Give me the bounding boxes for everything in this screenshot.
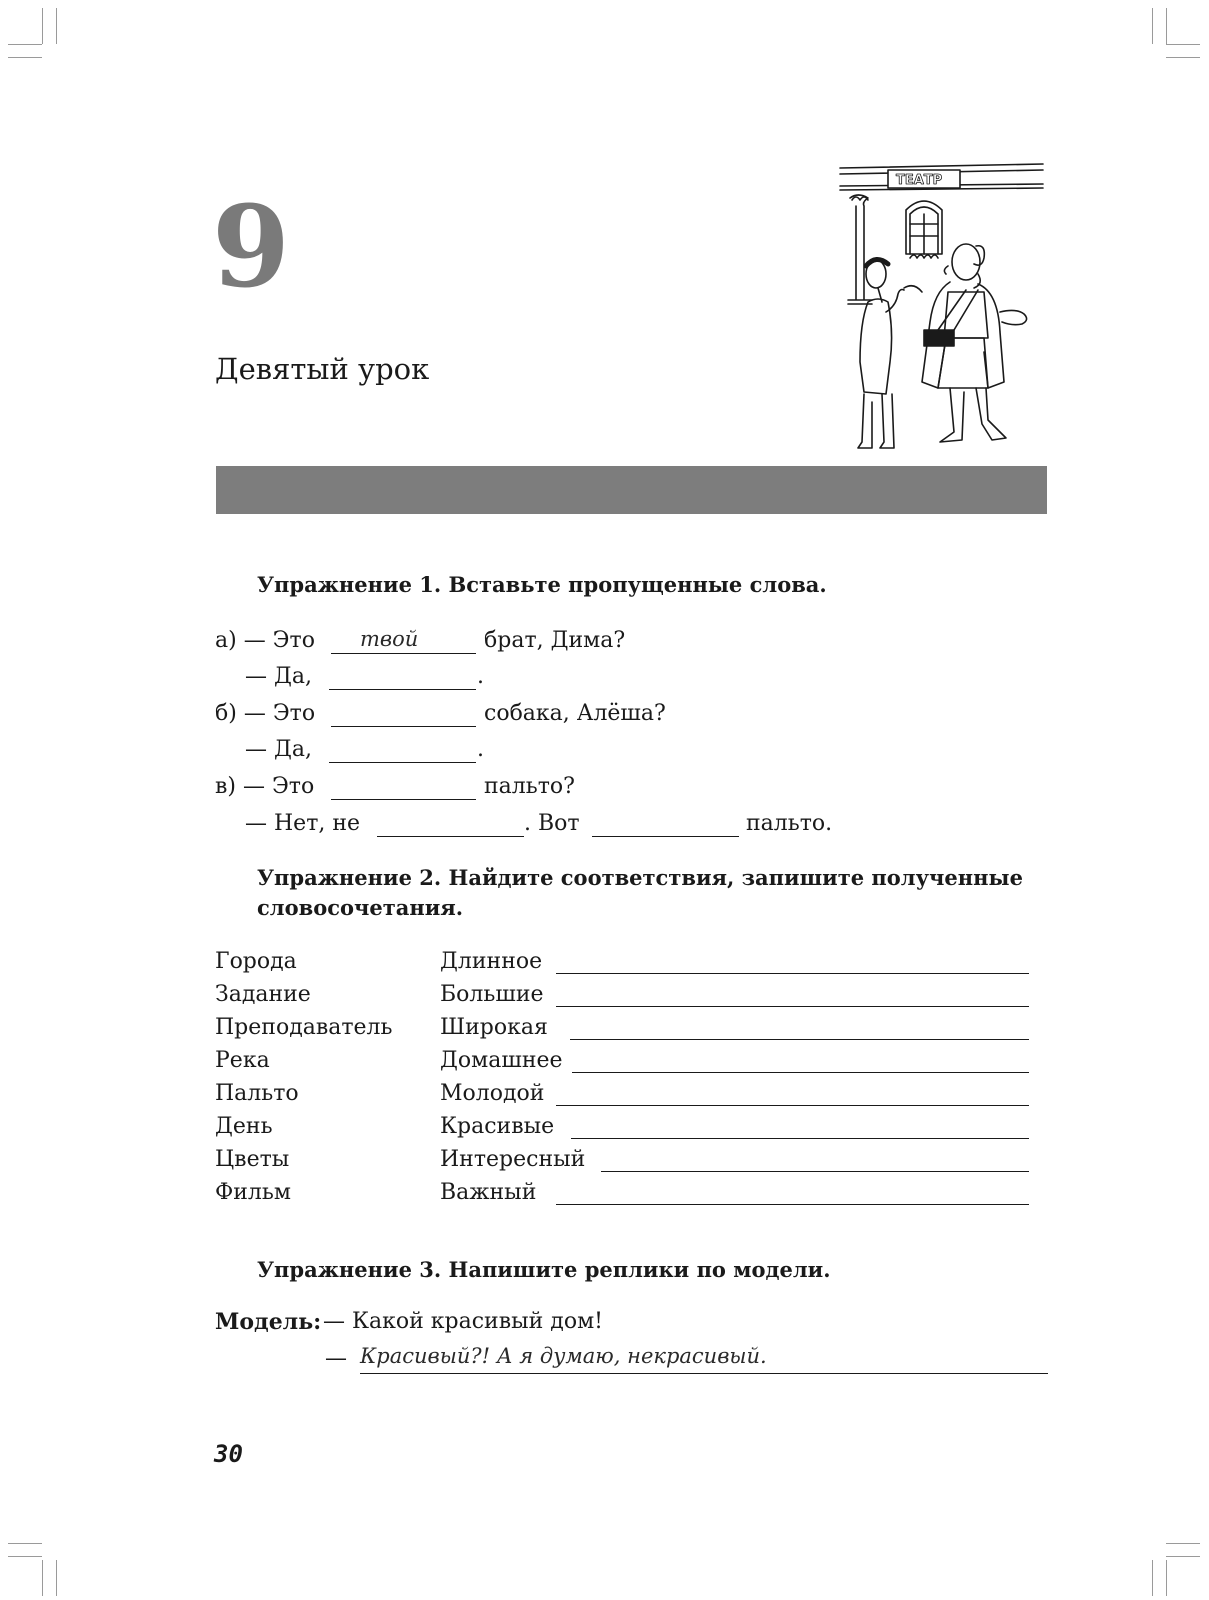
ex1-b-blank[interactable] [331, 726, 476, 727]
ex1-a-blank[interactable] [331, 653, 476, 654]
ex1-c-reply-blank2[interactable] [592, 836, 739, 837]
adjective-item: Широкая [440, 1015, 548, 1040]
page-number: 30 [214, 1440, 243, 1468]
lesson-number: 9 [212, 182, 290, 313]
ex1-b-tail: собака, Алёша? [484, 701, 666, 726]
sign-text: ТЕАТР [896, 173, 943, 188]
adjective-item: Молодой [440, 1081, 545, 1106]
answer-line[interactable] [570, 1039, 1029, 1040]
exercise2-heading-line2: словосочетания. [257, 895, 464, 920]
noun-item: Пальто [215, 1081, 299, 1106]
adjective-item: Важный [440, 1180, 537, 1205]
answer-line[interactable] [556, 973, 1029, 974]
lesson-title: Девятый урок [215, 352, 430, 386]
ex1-c-blank[interactable] [331, 799, 476, 800]
model-reply-line [360, 1373, 1048, 1374]
ex1-b-label: б) — Это [215, 701, 316, 726]
adjective-item: Красивые [440, 1114, 555, 1139]
answer-line[interactable] [556, 1204, 1029, 1205]
ex1-b-reply-blank[interactable] [329, 762, 476, 763]
noun-item: Фильм [215, 1180, 291, 1205]
theatre-illustration [838, 162, 1050, 462]
noun-item: Задание [215, 982, 311, 1007]
model-line: — Какой красивый дом! [323, 1309, 604, 1334]
adjective-item: Домашнее [440, 1048, 563, 1073]
ex1-a-reply-dot: . [477, 664, 484, 689]
exercise1-heading: Упражнение 1. Вставьте пропущенные слова. [257, 572, 827, 597]
answer-line[interactable] [601, 1171, 1029, 1172]
ex1-a-answer: твой [360, 627, 419, 651]
adjective-item: Длинное [440, 949, 543, 974]
model-reply: Красивый?! А я думаю, некрасивый. [360, 1344, 767, 1368]
adjective-item: Большие [440, 982, 544, 1007]
ex1-c-tail: пальто? [484, 774, 575, 799]
reply-dash: — [325, 1346, 347, 1371]
exercise3-heading: Упражнение 3. Напишите реплики по модели. [257, 1257, 831, 1282]
model-label: Модель: [215, 1309, 322, 1335]
ex1-c-label: в) — Это [215, 774, 315, 799]
answer-line[interactable] [572, 1072, 1029, 1073]
noun-item: Города [215, 949, 297, 974]
adjective-item: Интересный [440, 1147, 586, 1172]
ex1-c-reply-mid: . Вот [524, 811, 580, 836]
answer-line[interactable] [556, 1006, 1029, 1007]
ex1-c-reply-blank1[interactable] [377, 836, 524, 837]
ex1-a-tail: брат, Дима? [484, 628, 626, 653]
noun-item: Цветы [215, 1147, 290, 1172]
ex1-a-reply: — Да, [245, 664, 312, 689]
ex1-b-reply-dot: . [477, 737, 484, 762]
ex1-c-reply-start: — Нет, не [245, 811, 361, 836]
ex1-b-reply: — Да, [245, 737, 312, 762]
noun-item: Преподаватель [215, 1015, 393, 1040]
answer-line[interactable] [556, 1105, 1029, 1106]
ex1-a-label: а) — Это [215, 628, 315, 653]
ex1-c-reply-end: пальто. [746, 811, 833, 836]
header-band [216, 466, 1047, 514]
answer-line[interactable] [571, 1138, 1029, 1139]
noun-item: День [215, 1114, 273, 1139]
noun-item: Река [215, 1048, 270, 1073]
exercise2-heading-line1: Упражнение 2. Найдите соответствия, запишите полученные [257, 865, 1023, 890]
ex1-a-reply-blank[interactable] [329, 689, 476, 690]
